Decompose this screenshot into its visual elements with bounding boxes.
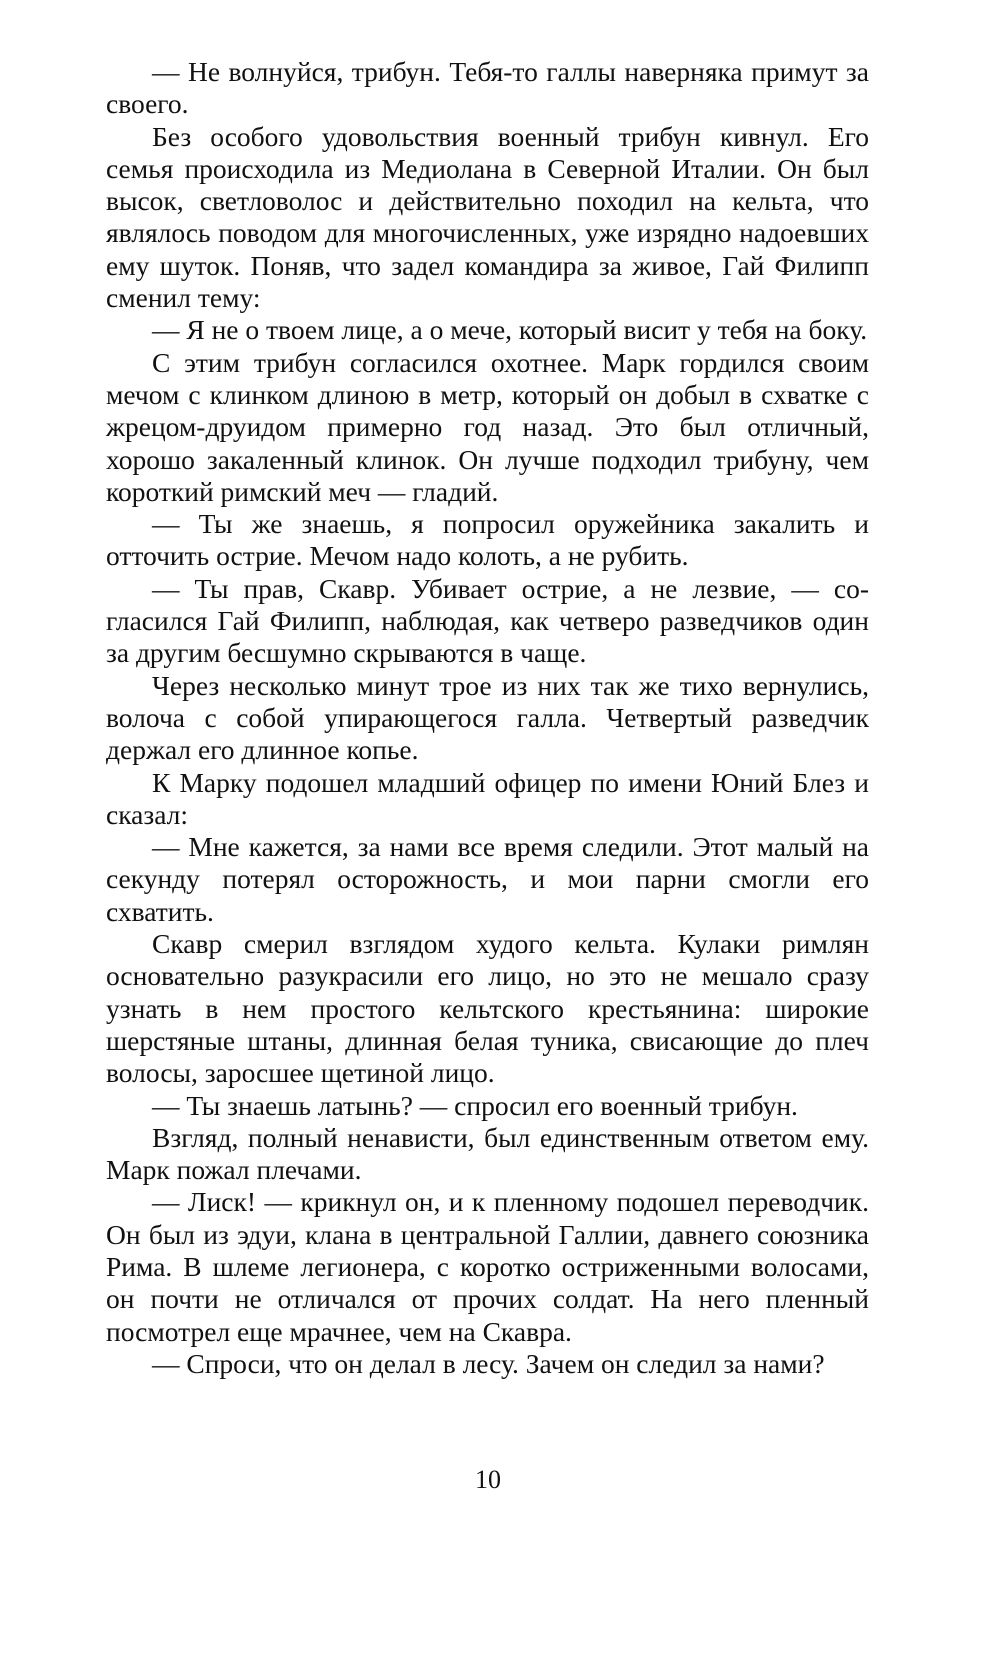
- paragraph: Без особого удовольствия военный трибун кивнул. Его семья происходила из Медиолана в Северной Италии. Он был высок, светловолос и действительно походил на кельта, что являлось поводом для многочисленных, уже изрядно надоевших ему шуток. Поняв, что задел командира за живое, Гай Филипп сменил тему:: [106, 120, 869, 314]
- paragraph: — Ты же знаешь, я попросил оружейника закалить и отточить острие. Мечом надо колоть, а не рубить.: [106, 508, 869, 572]
- paragraph: Скавр смерил взглядом худого кельта. Кулаки римлян основательно разукрасили его лицо, но это не мешало сразу узнать в нем простого кельтского крестьянина: широкие шерстяные штаны, длинная белая туника, свисающие до плеч волосы, заросшее щетиной лицо.: [106, 928, 869, 1089]
- paragraph: Взгляд, полный ненависти, был единственным ответом ему. Марк пожал плечами.: [106, 1121, 869, 1186]
- paragraph: — Ты прав, Скавр. Убивает острие, а не лезвие, — согласился Гай Филипп, наблюдая, как четверо разведчиков один за другим бесшумно скрываются в чаще.: [106, 572, 869, 669]
- page-number: 10: [475, 1465, 501, 1494]
- page-text: [106, 56, 869, 1380]
- paragraph: Через несколько минут трое из них так же тихо вернулись, волоча с собой упирающегося галла. Четвертый разведчик держал его длинное копье.: [106, 669, 869, 766]
- paragraph: — Не волнуйся, трибун. Тебя-то галлы наверняка примут за своего.: [106, 56, 869, 120]
- paragraph: — Ты знаешь латынь? — спросил его военный трибун.: [152, 1089, 798, 1121]
- paragraph: С этим трибун согласился охотнее. Марк гордился своим мечом с клинком длиною в метр, который он добыл в схватке с жрецом-друидом примерно год назад. Это был отличный, хорошо закаленный клинок. Он лучше подходил трибуну, чем короткий римский меч — гладий.: [106, 346, 869, 507]
- paragraph: — Спроси, что он делал в лесу. Зачем он следил за нами?: [152, 1347, 825, 1379]
- paragraph: — Мне кажется, за нами все время следили. Этот малый на секунду потерял осторожность, и мои парни смогли его схватить.: [106, 831, 869, 927]
- paragraph: К Марку подошел младший офицер по имени Юний Блез и сказал:: [106, 766, 869, 830]
- paragraph: — Лиск! — крикнул он, и к пленному подошел переводчик. Он был из эдуи, клана в центральной Галлии, давнего союзника Рима. В шлеме легионера, с коротко остриженными волосами, он почти не отличался от прочих солдат. На него пленный посмотрел еще мрачнее, чем на Скавра.: [106, 1186, 869, 1347]
- paragraph: — Я не о твоем лице, а о мече, который висит у тебя на боку.: [152, 314, 868, 346]
